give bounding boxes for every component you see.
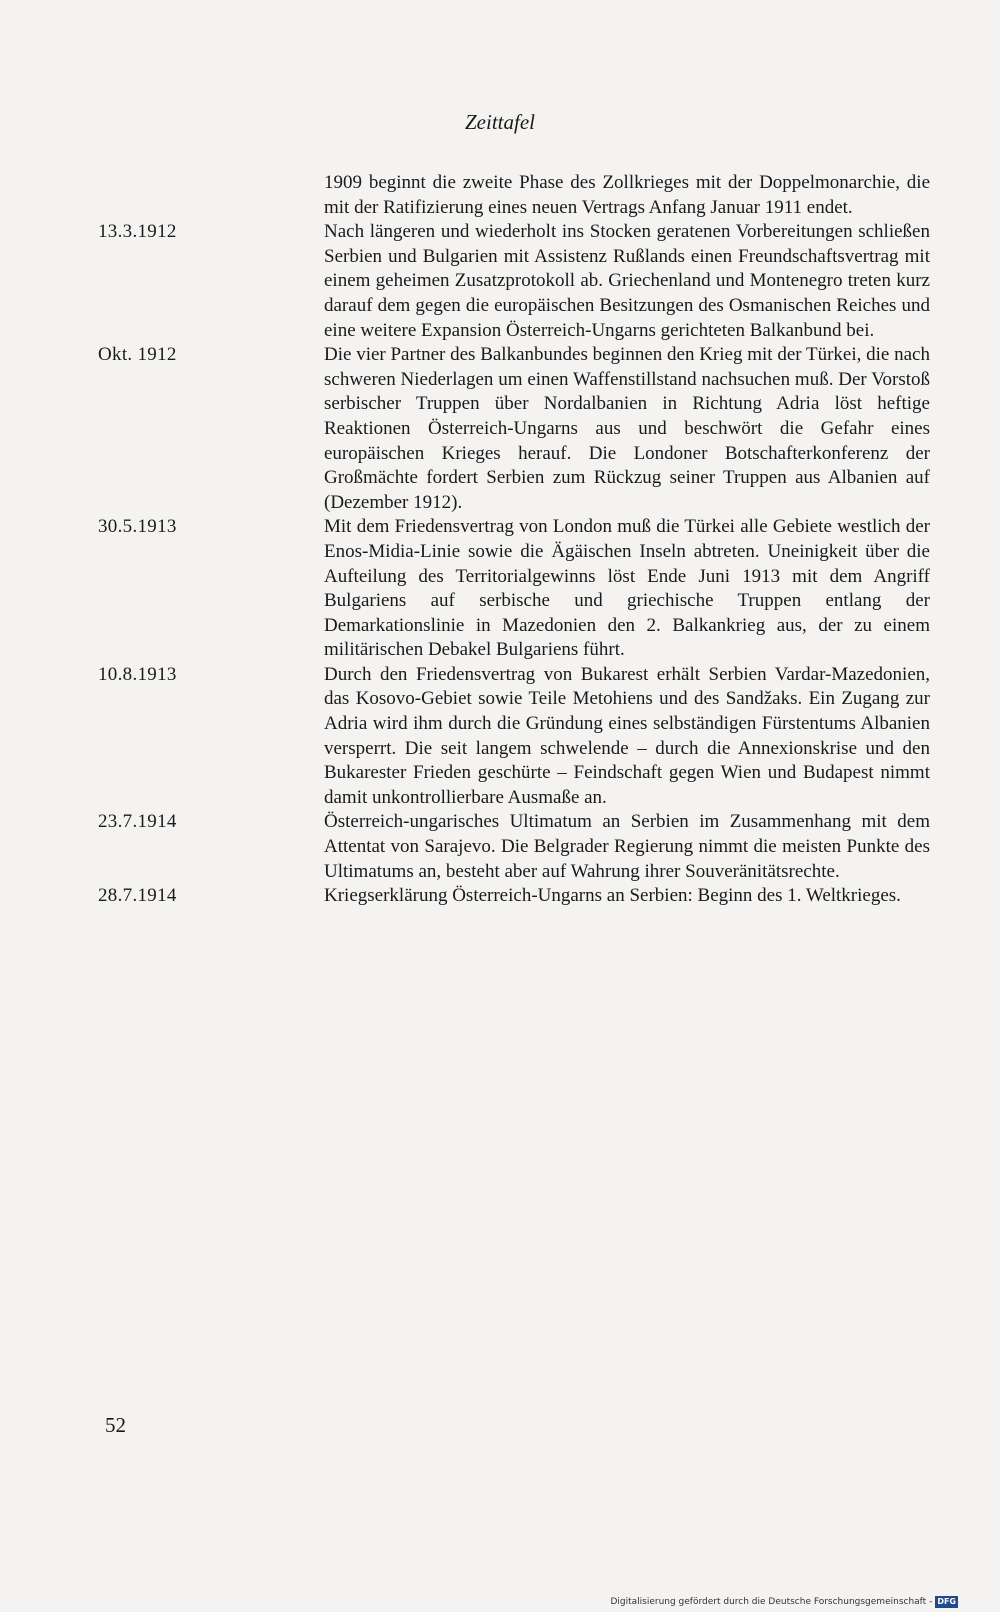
- chronology-entry: [98, 343, 930, 515]
- chronology-list: [98, 171, 930, 909]
- chronology-entry: [98, 884, 930, 909]
- page-number: 52: [105, 1413, 126, 1437]
- entry-date: 28.7.1914: [98, 885, 177, 907]
- entry-text: Die vier Partner des Balkanbundes beginnen den Krieg mit der Türkei, die nach schweren Niederlagen um einen Waffenstillstand nachsuchen muß. Der Vorstoß serbischer Truppen über Nordalbanien in Richtung Adria löst heftige Reaktionen Österreich-Ungarns aus und beschwört die Gefahr eines europäischen Krieges herauf. Die Londoner Botschafterkonferenz der Großmächte fordert Serbien zum Rückzug seiner Truppen aus Albanien auf (Dezember 1912).: [324, 344, 930, 513]
- chronology-entry: [98, 663, 930, 811]
- entry-date: 30.5.1913: [98, 516, 177, 538]
- chronology-entry: [98, 220, 930, 343]
- dfg-logo-icon: DFG: [937, 1597, 956, 1606]
- entry-date: 13.3.1912: [98, 221, 177, 243]
- page-title: Zeittafel: [465, 110, 535, 134]
- entry-text: Nach längeren und wiederholt ins Stocken geratenen Vorbereitungen schließen Serbien und Bulgarien mit Assistenz Rußlands einen Freundschaftsvertrag mit einem geheimen Zusatzprotokoll ab. Griechenland und Montenegro treten kurz darauf dem gegen die europäischen Besitzungen des Osmanischen Reiches und eine weitere Expansion Österreich-Ungarns gerichteten Balkanbund bei.: [324, 221, 930, 341]
- chronology-entry: [98, 171, 930, 220]
- entry-text: Kriegserklärung Österreich-Ungarns an Serbien: Beginn des 1. Weltkrieges.: [324, 885, 901, 907]
- entry-date: Okt. 1912: [98, 344, 177, 366]
- chronology-entry: [98, 810, 930, 884]
- entry-date: 10.8.1913: [98, 663, 177, 685]
- credit-text: Digitalisierung gefördert durch die Deutsche Forschungsgemeinschaft -: [610, 1597, 933, 1607]
- entry-text: 1909 beginnt die zweite Phase des Zollkrieges mit der Doppelmonarchie, die mit der Ratifizierung eines neuen Vertrags Anfang Januar 1911 endet.: [324, 172, 930, 218]
- entry-text: Österreich-ungarisches Ultimatum an Serbien im Zusammenhang mit dem Attentat von Sarajevo. Die Belgrader Regierung nimmt die meisten Punkte des Ultimatums an, besteht aber auf Wahrung ihrer Souveränitätsrechte.: [324, 811, 930, 882]
- entry-date: 23.7.1914: [98, 811, 177, 833]
- digitization-credit: [610, 1596, 958, 1608]
- entry-text: Durch den Friedensvertrag von Bukarest erhält Serbien Vardar-Mazedonien, das Kosovo-Gebiet sowie Teile Metohiens und des Sandžaks. Ein Zugang zur Adria wird ihm durch die Gründung eines selbständigen Fürstentums Albanien versperrt. Die seit langem schwelende – durch die Annexionskrise und den Bukarester Frieden geschürte – Feindschaft gegen Wien und Budapest nimmt damit unkontrollierbare Ausmaße an.: [324, 663, 930, 808]
- chronology-entry: [98, 515, 930, 663]
- entry-text: Mit dem Friedensvertrag von London muß die Türkei alle Gebiete westlich der Enos-Midia-Linie sowie die Ägäischen Inseln abtreten. Uneinigkeit über die Aufteilung des Territorialgewinns löst Ende Juni 1913 mit dem Angriff Bulgariens auf serbische und griechische Truppen entlang der Demarkationslinie in Mazedonien den 2. Balkankrieg aus, der zu einem militärischen Debakel Bulgariens führt.: [324, 516, 930, 661]
